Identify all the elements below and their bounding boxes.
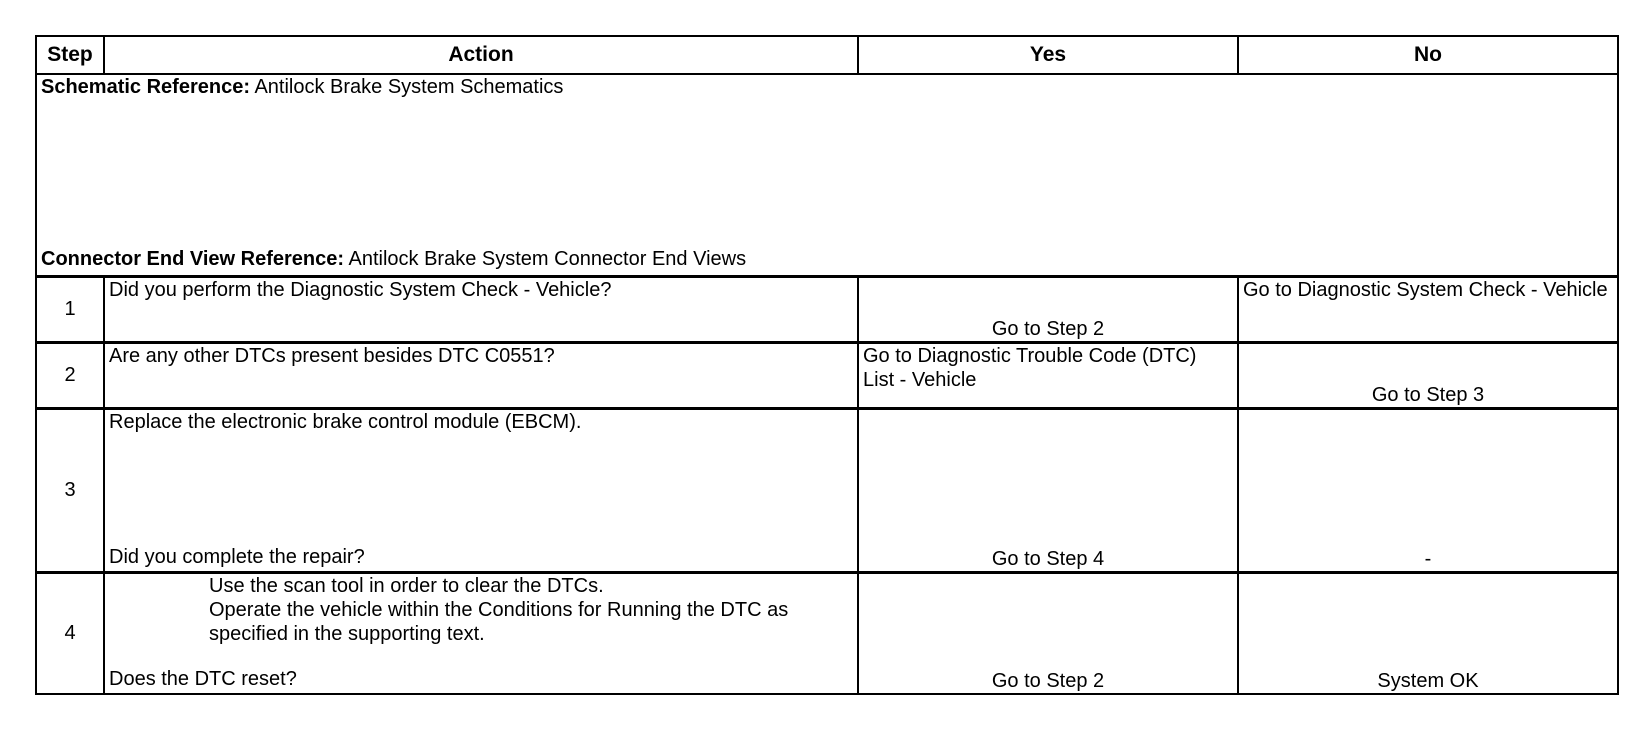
header-action: Action: [104, 36, 858, 74]
no-result-link[interactable]: Go to Diagnostic System Check - Vehicle: [1238, 276, 1618, 342]
header-step: Step: [36, 36, 104, 74]
action-text: Replace the electronic brake control module (EBCM).: [109, 410, 582, 433]
table-row: [36, 276, 1618, 342]
yes-result-link[interactable]: Go to Step 4: [858, 408, 1238, 572]
step-number: 1: [36, 276, 104, 342]
step-number: 4: [36, 572, 104, 694]
no-result: System OK: [1238, 572, 1618, 694]
action-item: Operate the vehicle within the Conditions for Running the DTC as specified in the supporting text.: [209, 598, 789, 645]
header-no: No: [1238, 36, 1618, 74]
action-text: Did you perform the Diagnostic System Check - Vehicle?: [104, 276, 858, 342]
header-row: [36, 36, 1618, 74]
reference-row: [36, 74, 1618, 276]
connector-reference-label: Connector End View Reference:: [41, 247, 345, 270]
action-question: Did you complete the repair?: [109, 545, 365, 568]
action-item: Use the scan tool in order to clear the DTCs.: [209, 574, 604, 597]
yes-result-link[interactable]: Go to Step 2: [858, 572, 1238, 694]
yes-result-link[interactable]: Go to Step 2: [858, 276, 1238, 342]
action-cell: [104, 408, 858, 572]
table-row: [36, 408, 1618, 572]
action-cell: [104, 572, 858, 694]
step-number: 3: [36, 408, 104, 572]
step-number: 2: [36, 342, 104, 408]
schematic-reference-link[interactable]: Antilock Brake System Schematics: [249, 76, 564, 98]
no-result: -: [1238, 408, 1618, 572]
action-question: Does the DTC reset?: [109, 668, 297, 690]
schematic-reference: [41, 75, 1613, 99]
no-result-link[interactable]: Go to Step 3: [1238, 342, 1618, 408]
connector-reference: [41, 247, 746, 271]
schematic-reference-label: Schematic Reference:: [41, 76, 250, 98]
header-yes: Yes: [858, 36, 1238, 74]
action-text: Are any other DTCs present besides DTC C0551?: [104, 342, 858, 408]
reference-cell: [36, 74, 1618, 276]
connector-reference-link[interactable]: Antilock Brake System Connector End Views: [344, 247, 747, 270]
yes-result-link[interactable]: Go to Diagnostic Trouble Code (DTC) List - Vehicle: [858, 342, 1238, 408]
table-row: [36, 342, 1618, 408]
diagnostic-table: [35, 35, 1619, 695]
table-row: [36, 572, 1618, 694]
